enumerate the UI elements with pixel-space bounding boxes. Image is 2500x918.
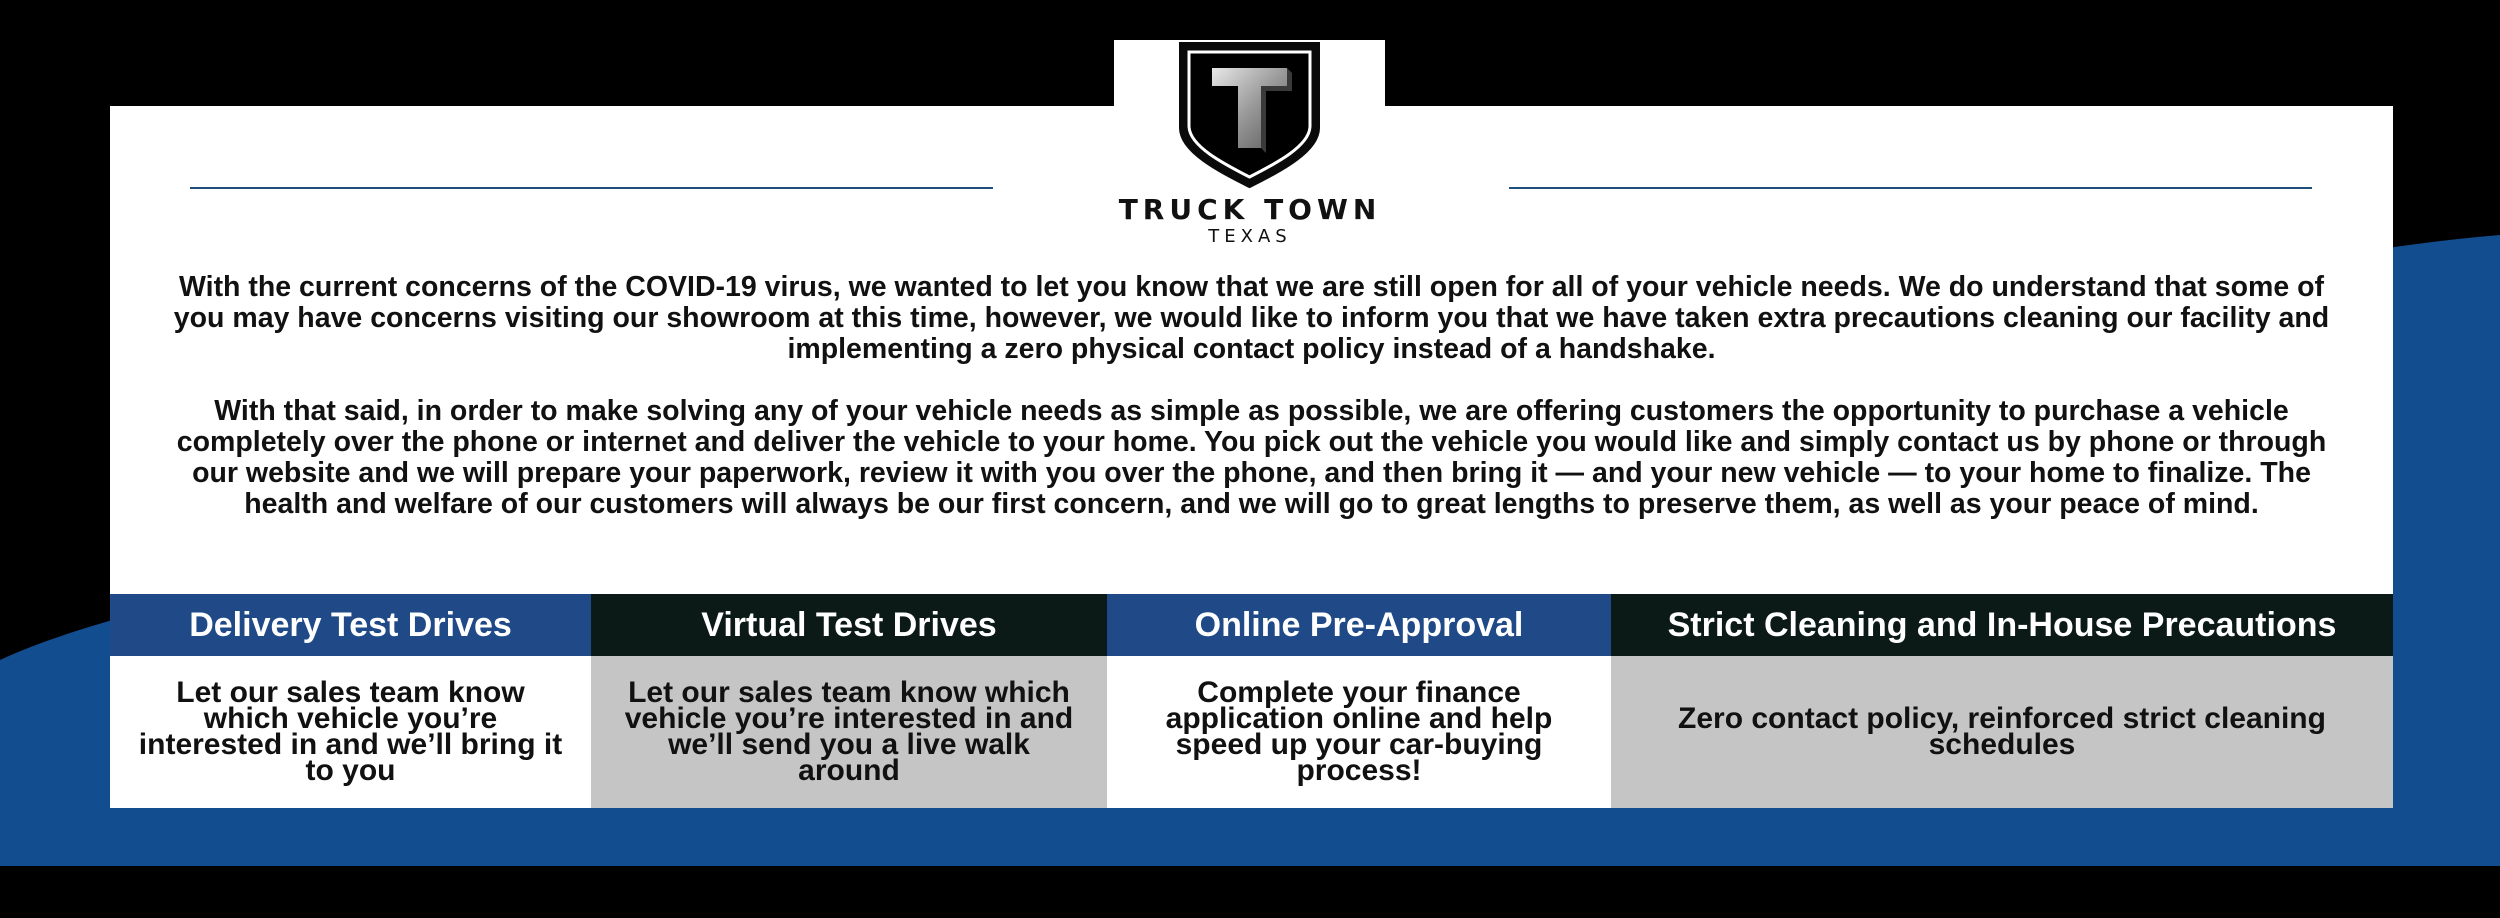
notice-paragraph-1: With the current concerns of the COVID-19 virus, we wanted to let you know that we are still open for all of your vehicle needs. We do understand that some of you may have concerns visiting our showroom at this time, however, we would like to inform you that we have taken extra precautions cleaning our facility and implementing a zero physical contact policy instead of a handshake. — [173, 271, 2330, 365]
bottom-strip — [0, 866, 2500, 918]
truck-town-logo-icon — [1177, 40, 1322, 190]
feature-description: Let our sales team know which vehicle you’re interested in and we’ll send you a live walk around — [591, 656, 1107, 808]
feature-description: Complete your finance application online and help speed up your car-buying process! — [1107, 656, 1611, 808]
notice-paragraph-2: With that said, in order to make solving any of your vehicle needs as simple as possible, we are offering customers the opportunity to purchase a vehicle completely over the phone or internet and deliver the vehicle to your home. You pick out the vehicle you would like and simply contact us by phone or through our website and we will prepare your paperwork, review it with you over the phone, and then bring it — and your new vehicle — to your home to finalize. The health and welfare of our customers will always be our first concern, and we will go to great lengths to preserve them, as well as your peace of mind. — [176, 395, 2327, 520]
feature-strict-cleaning — [1611, 594, 2393, 808]
feature-title: Strict Cleaning and In-House Precautions — [1611, 594, 2393, 656]
feature-title: Online Pre-Approval — [1107, 594, 1611, 656]
feature-online-pre-approval — [1107, 594, 1611, 808]
brand-name: TRUCK TOWN — [1118, 193, 1382, 226]
feature-delivery-test-drives — [110, 594, 591, 808]
feature-row — [110, 594, 2393, 808]
feature-title: Delivery Test Drives — [110, 594, 591, 656]
feature-virtual-test-drives — [591, 594, 1107, 808]
feature-description: Let our sales team know which vehicle you’re interested in and we’ll bring it to you — [110, 656, 591, 808]
feature-description: Zero contact policy, reinforced strict cleaning schedules — [1611, 656, 2393, 808]
brand-subtitle: TEXAS — [1208, 226, 1292, 247]
divider-right — [1509, 187, 2312, 189]
feature-title: Virtual Test Drives — [591, 594, 1107, 656]
divider-left — [190, 187, 993, 189]
